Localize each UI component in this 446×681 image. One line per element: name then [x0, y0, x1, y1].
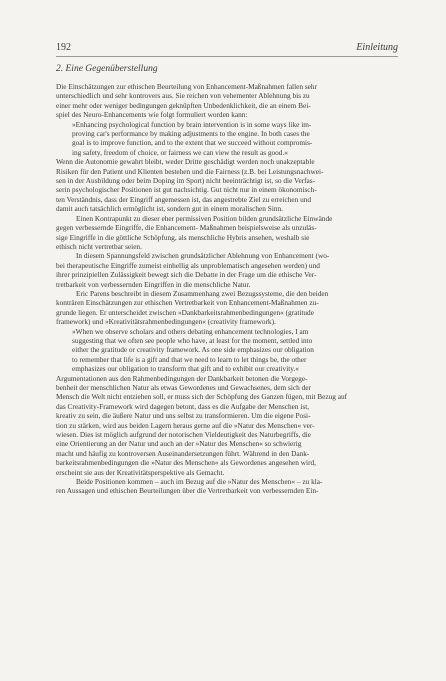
- text-line: tion zu stärken, wird aus beiden Lagern heraus gerne auf die »Natur des Menschen« ver-: [56, 420, 315, 430]
- text-line: proving car's performance by making adjustments to the engine. In both cases the: [72, 129, 310, 139]
- text-line: Risiken für den Patient und Klienten bestehen und die Fairness (z.B. bei Leistungsnachwei-: [56, 166, 324, 176]
- text-line: »When we observe scholars and others debating enhancement technologies, I am: [72, 326, 309, 336]
- text-line: eine Orientierung an der Natur und auch an der »Natur des Menschen« so schwierig: [56, 439, 302, 449]
- text-line: Wenn die Autonomie gewahrt bleibt, weder Dritte geschädigt werden noch unakzeptable: [56, 157, 315, 167]
- text-line: emphasizes our obligation to transform that gift and to exhibit our creativity.«: [72, 364, 299, 374]
- text-line: sen in der Ausbildung oder beim Doping im Sport) nicht beeinträchtigt ist, so die Verfas-: [56, 176, 316, 186]
- page-number: 192: [56, 42, 71, 53]
- text-line: Argumentationen aus den Rahmenbedingungen der Dankbarkeit betonen die Vorgege-: [56, 373, 308, 383]
- page-header: [56, 42, 398, 57]
- text-line: kreativ zu sein, die äußere Natur und uns selbst zu transformieren. Um die eigene Posi-: [56, 411, 311, 421]
- text-line: ren Aussagen und ethischen Beurteilungen über die Vertretbarkeit von verbessernden Ein-: [56, 486, 319, 496]
- text-line: grunde liegen. Er unterscheidet zwischen »Dankbarkeitsrahmenbedingungen« (gratitude: [56, 307, 314, 317]
- text-line: framework) und »Kreativitätsrahmenbedingungen« (creativity framework).: [56, 317, 276, 327]
- text-line: spiel des Neuro-Enhancements wie folgt formuliert worden kann:: [56, 110, 248, 120]
- text-line: serin psychologischer Positionen ist gut nachsichtig. Gut nicht nur in einem ökonomisch-: [56, 185, 317, 195]
- text-line: Beide Positionen kommen – auch im Bezug auf die »Natur des Menschen« – zu kla-: [76, 477, 323, 487]
- text-line: das Creativity-Framework wird dagegen betont, dass es die Aufgabe der Menschen ist,: [56, 401, 310, 411]
- text-line: suggesting that we often see people who have, at least for the moment, settled into: [72, 335, 313, 345]
- text-line: damit auch tatsächlich ermöglicht ist, sondern gut in einem moralischen Sinn.: [56, 204, 283, 214]
- text-line: Die Einschätzungen zur ethischen Beurteilung von Enhancement-Maßnahmen fallen sehr: [56, 82, 317, 91]
- text-line: wiesen. Dies ist möglich aufgrund der notorischen Vieldeutigkeit des Naturbegriffs, die: [56, 430, 312, 440]
- text-line: benheit der menschlichen Natur als etwas Gewordenes und Gewachsenes, dem sich der: [56, 383, 311, 392]
- text-line: In diesem Spannungsfeld zwischen grundsätzlicher Ablehnung von Enhancement (wo-: [76, 251, 330, 261]
- section-heading: 2. Eine Gegenüberstellung: [56, 64, 158, 74]
- text-line: goal is to improve function, and to the extent that we succeed without compromis-: [72, 138, 313, 148]
- text-line: Eric Parens beschreibt in diesem Zusammenhang zwei Bezugssysteme, die den beiden: [76, 288, 329, 298]
- body-text: [56, 82, 398, 496]
- text-line: bei therapeutische Eingriffe zumeist einhellig als unproblematisch angesehen werden) und: [56, 260, 320, 270]
- text-line: erscheint sie aus der Kreativitätsperspektive als Gemacht.: [56, 467, 225, 477]
- text-line: either the gratitude or creativity framework. As one side emphasizes our obligation: [72, 345, 314, 355]
- text-line: gegen verbessernde Eingriffe, die Enhancement- Maßnahmen beispielsweise als unzuläs-: [56, 223, 317, 233]
- text-line: ihrer prinzipiellen Zulässigkeit bewegt sich die Debatte in der Frage um die ethische Ver-: [56, 270, 317, 280]
- text-line: macht und häufig zu kontroversen Auseinandersetzungen führt. Während in den Dank-: [56, 448, 310, 458]
- text-line: ing safety, freedom of choice, or fairness we can view the result as good.«: [72, 147, 288, 157]
- text-line: Mensch die Welt nicht entziehen soll, er muss sich der Schöpfung des Ganzen fügen, mit Bezug auf: [56, 392, 348, 402]
- text-line: konträren Einschätzungen zur ethischen Vertretbarkeit von Enhancement-Maßnahmen zu-: [56, 298, 319, 308]
- text-line: einer mehr oder weniger bedingungen geknüpften Unbedenklichkeit, die an einem Bei-: [56, 100, 311, 110]
- text-line: unterschiedlich und sehr kontrovers aus. Sie reichen von vehementer Ablehnung bis zu: [56, 91, 310, 101]
- text-line: »Enhancing psychological function by brain intervention is in some ways like im-: [72, 119, 312, 129]
- text-line: Einen Kontrapunkt zu dieser eher permissiven Position bilden grundsätzliche Einwände: [76, 213, 333, 223]
- text-line: ethisch nicht vertretbar seien.: [56, 241, 142, 251]
- running-title: Einleitung: [356, 42, 398, 53]
- text-line: ten Verständnis, dass der Eingriff angemessen ist, das angestrebte Ziel zu erreichen und: [56, 194, 312, 204]
- text-line: sige Eingriffe in die göttliche Schöpfung, als menschliche Hybris ansehen, weshalb sie: [56, 232, 310, 242]
- text-line: barkeitsrahmenbedingungen die »Natur des Menschen« als Gewordenes angesehen wird,: [56, 458, 316, 468]
- text-line: to remember that life is a gift and that we need to learn to let things be, the other: [72, 354, 307, 364]
- text-line: tretbarkeit von verbessernden Eingriffen in die menschliche Natur.: [56, 279, 251, 289]
